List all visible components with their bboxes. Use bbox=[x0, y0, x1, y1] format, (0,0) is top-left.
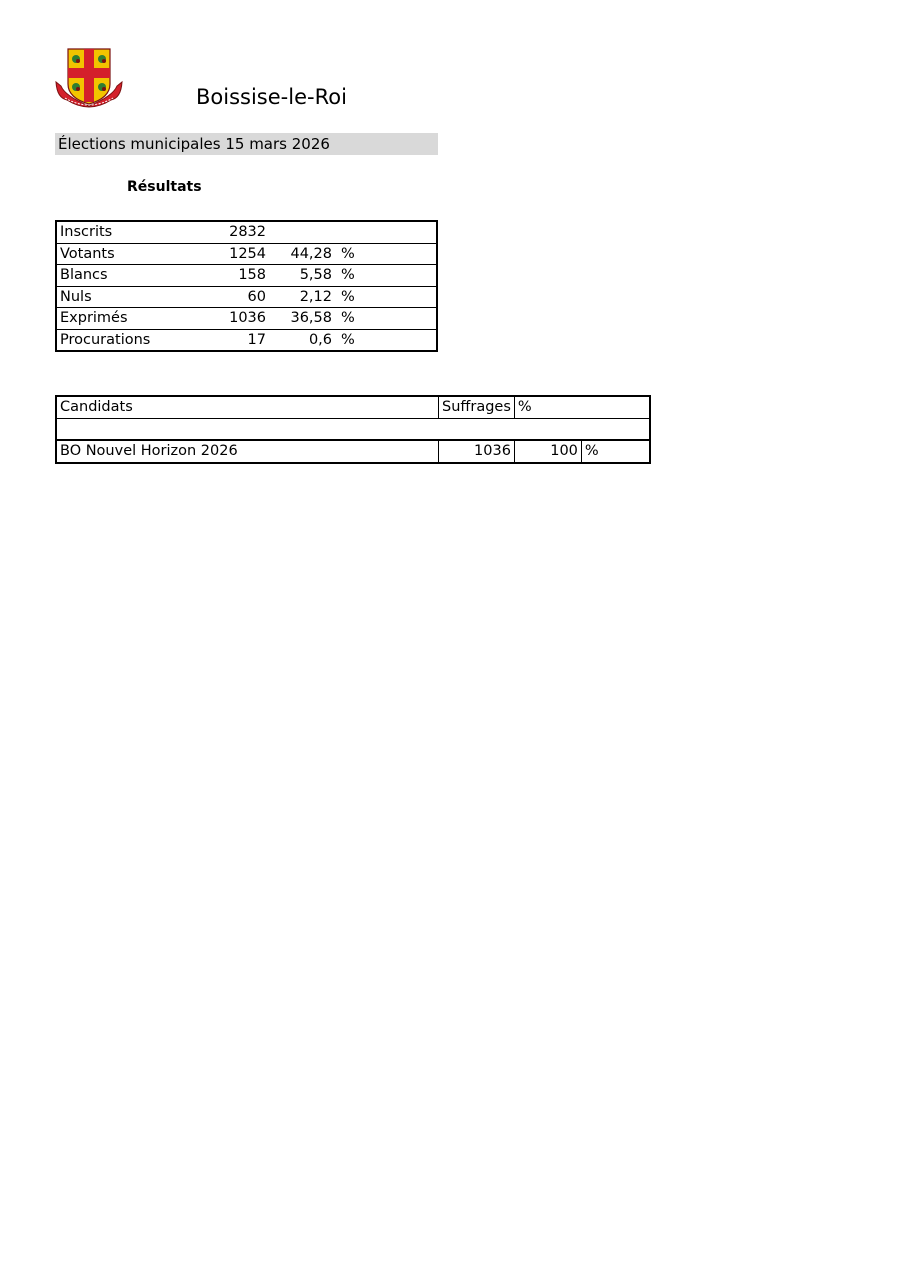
candidates-table bbox=[55, 395, 651, 464]
stat-percent: 5,58 bbox=[269, 265, 335, 287]
stat-unit: % bbox=[335, 243, 364, 265]
header-candidates: Candidats bbox=[56, 396, 439, 418]
stat-label: Nuls bbox=[56, 286, 203, 308]
stat-percent: 36,58 bbox=[269, 308, 335, 330]
stat-unit bbox=[335, 221, 364, 243]
table-row bbox=[56, 286, 437, 308]
header-votes: Suffrages bbox=[439, 396, 515, 418]
stat-label: Inscrits bbox=[60, 224, 113, 241]
table-row bbox=[56, 243, 437, 265]
header-percent: % bbox=[514, 396, 650, 418]
stat-value: 1036 bbox=[203, 308, 269, 330]
stat-value: 2832 bbox=[229, 224, 266, 241]
stat-unit: % bbox=[335, 308, 364, 330]
stat-unit: % bbox=[335, 265, 364, 287]
election-title: Élections municipales 15 mars 2026 bbox=[55, 133, 438, 155]
stat-value: 1254 bbox=[203, 243, 269, 265]
stat-percent bbox=[269, 221, 335, 243]
stat-percent: 0,6 bbox=[269, 329, 335, 351]
results-heading: Résultats bbox=[127, 179, 202, 195]
stat-value: 158 bbox=[203, 265, 269, 287]
stat-percent: 44,28 bbox=[269, 243, 335, 265]
stat-label: Exprimés bbox=[56, 308, 203, 330]
table-row bbox=[56, 221, 437, 243]
stat-label: Blancs bbox=[56, 265, 203, 287]
candidate-percent-unit: % bbox=[584, 443, 599, 460]
stat-value: 60 bbox=[203, 286, 269, 308]
stat-label: Votants bbox=[56, 243, 203, 265]
town-name: Boissise-le-Roi bbox=[196, 85, 347, 109]
table-blank-row bbox=[56, 418, 650, 440]
stat-unit: % bbox=[335, 329, 364, 351]
town-crest-logo bbox=[53, 46, 125, 114]
table-row bbox=[56, 265, 437, 287]
candidate-percent: 100 bbox=[514, 440, 581, 463]
candidate-name: BO Nouvel Horizon 2026 bbox=[56, 440, 439, 463]
table-header-row bbox=[56, 396, 650, 418]
table-row bbox=[56, 440, 650, 463]
table-row bbox=[56, 329, 437, 351]
stat-label: Procurations bbox=[56, 329, 203, 351]
stat-unit: % bbox=[335, 286, 364, 308]
candidate-votes: 1036 bbox=[439, 440, 515, 463]
turnout-table bbox=[55, 220, 438, 352]
table-row bbox=[56, 308, 437, 330]
stat-percent: 2,12 bbox=[269, 286, 335, 308]
stat-value: 17 bbox=[203, 329, 269, 351]
